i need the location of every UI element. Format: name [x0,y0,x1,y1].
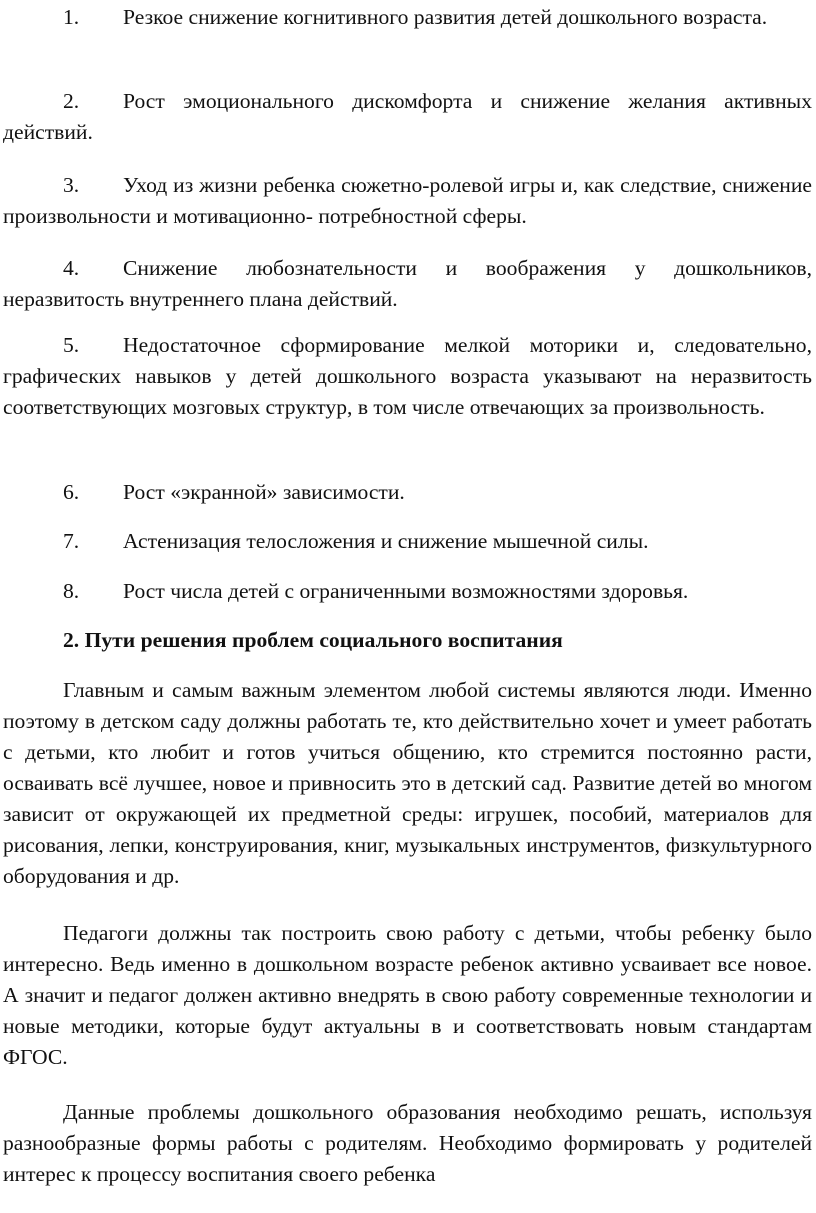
list-item [3,477,812,508]
list-item-number: 2. [63,89,80,113]
body-paragraph: Данные проблемы дошкольного образования необходимо решать, используя разнообразные формы работы с родителям. Необходимо формировать у родителей интерес к процессу воспитания своего ребенка [3,1100,812,1186]
list-item [3,253,812,315]
list-item-number: 8. [63,579,80,603]
list-item-text: Рост числа детей с ограниченными возможностями здоровья. [123,579,689,603]
list-item [3,86,812,148]
list-item-text: Астенизация телосложения и снижение мышечной силы. [123,529,649,553]
list-item-number: 6. [63,480,80,504]
list-item-number: 5. [63,333,80,357]
list-item-text: Рост эмоционального дискомфорта и снижение желания активных действий. [3,89,812,144]
list-item-number: 4. [63,256,80,280]
list-item [3,330,812,423]
list-item-text: Недостаточное сформирование мелкой моторики и, следовательно, графических навыков у детей дошкольного возраста указывают на неразвитость соответствующих мозговых структур, в том числе отвечающих за произвольность. [3,333,812,419]
list-item [3,576,812,607]
body-paragraph: Педагоги должны так построить свою работу с детьми, чтобы ребенку было интересно. Ведь именно в дошкольном возрасте ребенок активно усваивает все новое. А значит и педагог должен активно внедрять в свою работу современные технологии и новые методики, которые будут актуальны в и соответствовать новым стандартам ФГОС. [3,921,812,1069]
list-item-text: Уход из жизни ребенка сюжетно-ролевой игры и, как следствие, снижение произвольности и мотивационно- потребностной сферы. [3,173,812,228]
list-item-number: 7. [63,529,80,553]
list-item-text: Снижение любознательности и воображения у дошкольников, неразвитость внутреннего плана действий. [3,256,812,311]
list-item-number: 3. [63,173,80,197]
list-item-number: 1. [63,5,80,29]
section-heading: 2. Пути решения проблем социального воспитания [63,628,563,652]
body-paragraph: Главным и самым важным элементом любой системы являются люди. Именно поэтому в детском саду должны работать те, кто действительно хочет и умеет работать с детьми, кто любит и готов учиться общению, кто стремится постоянно расти, осваивать всё лучшее, новое и привносить это в детский сад. Развитие детей во многом зависит от окружающей их предметной среды: игрушек, пособий, материалов для рисования, лепки, конструирования, книг, музыкальных инструментов, физкультурного оборудования и др. [3,678,812,888]
list-item-text: Рост «экранной» зависимости. [123,480,405,504]
list-item [3,2,812,33]
list-item [3,526,812,557]
list-item-text: Резкое снижение когнитивного развития детей дошкольного возраста. [123,5,768,29]
list-item [3,170,812,232]
